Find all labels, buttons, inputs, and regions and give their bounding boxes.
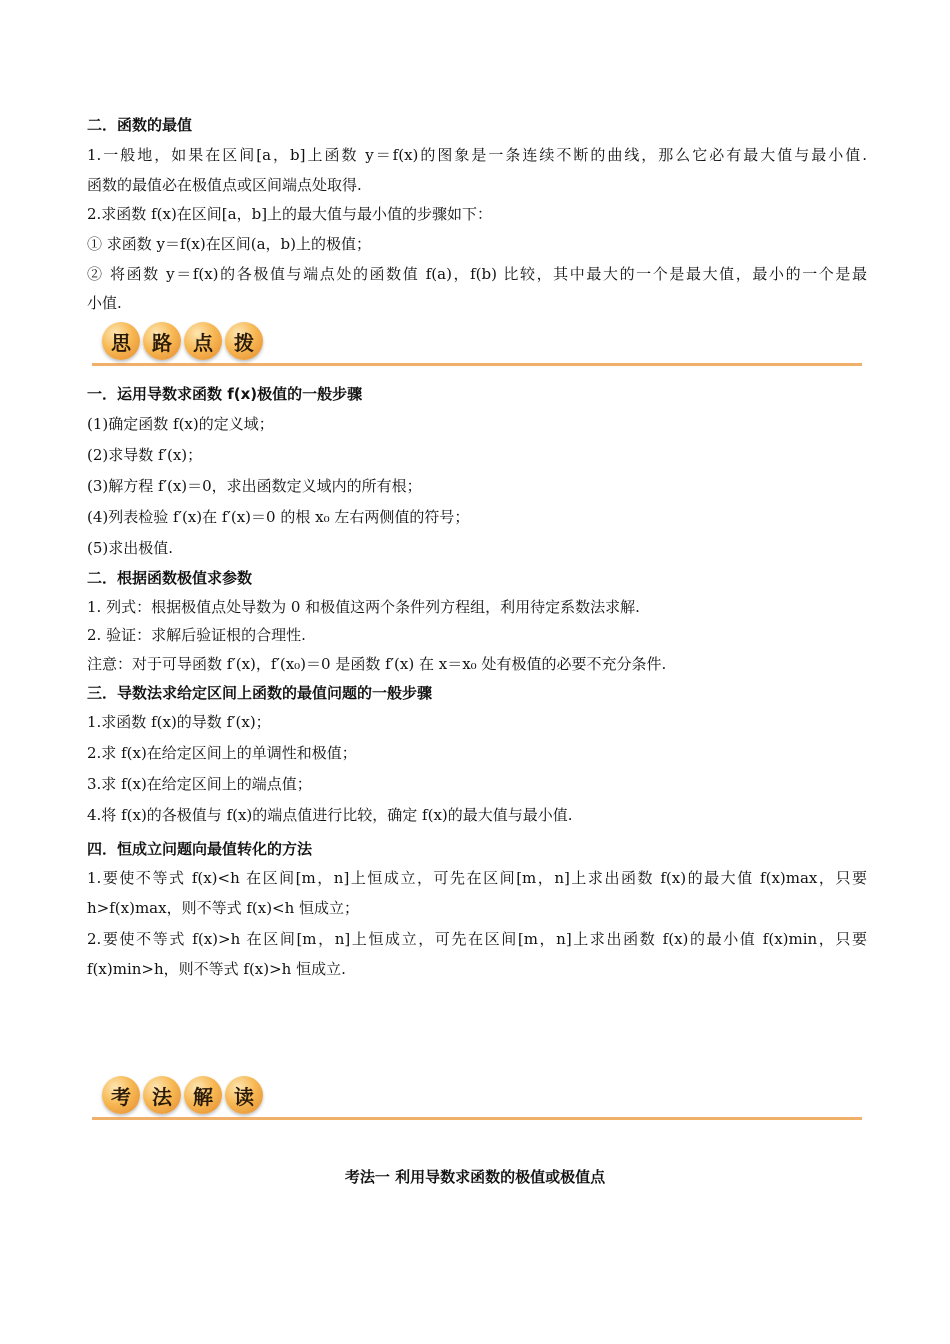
step-2a: ② 将函数 y＝f(x)的各极值与端点处的函数值 f(a)，f(b) 比较，其中最大的一个是最大值，最小的一个是最 <box>87 265 867 283</box>
tips-step-4: (4)列表检验 f′(x)在 f′(x)＝0 的根 x₀ 左右两侧值的符号； <box>87 508 470 526</box>
tips-heading-3: 三．导数法求给定区间上函数的最值问题的一般步骤 <box>87 684 433 702</box>
method-title: 考法一 利用导数求函数的极值或极值点 <box>344 1168 606 1186</box>
tips-b1: 1. 列式：根据极值点处导数为 0 和极值这两个条件列方程组，利用待定系数法求解. <box>87 598 640 616</box>
tips-c1: 1.求函数 f(x)的导数 f′(x)； <box>87 713 271 731</box>
tips-step-5: (5)求出极值. <box>87 539 174 557</box>
step-2b: 小值. <box>87 294 122 312</box>
banner-char: 考 <box>102 1076 140 1114</box>
tips-heading-4: 四．恒成立问题向最值转化的方法 <box>87 840 313 858</box>
tips-d2b: f(x)min>h，则不等式 f(x)>h 恒成立. <box>87 960 346 978</box>
paragraph-1a: 1.一般地，如果在区间[a，b]上函数 y＝f(x)的图象是一条连续不断的曲线，那么它必有最大值与最小值. <box>87 146 867 164</box>
banner-char: 拨 <box>225 322 263 360</box>
banner-kaofa-jiedu <box>92 1076 862 1124</box>
section-heading-extrema: 二．函数的最值 <box>87 116 193 134</box>
paragraph-1b: 函数的最值必在极值点或区间端点处取得. <box>87 176 362 194</box>
tips-c2: 2.求 f(x)在给定区间上的单调性和极值； <box>87 744 357 762</box>
banner-char: 路 <box>143 322 181 360</box>
banner-rule <box>92 1117 862 1120</box>
banner-char: 思 <box>102 322 140 360</box>
tips-d1a: 1.要使不等式 f(x)<h 在区间[m，n]上恒成立，可先在区间[m，n]上求出函数 f(x)的最大值 f(x)max，只要 <box>87 869 867 887</box>
tips-c4: 4.将 f(x)的各极值与 f(x)的端点值进行比较，确定 f(x)的最大值与最小值. <box>87 806 573 824</box>
tips-step-3: (3)解方程 f′(x)＝0，求出函数定义域内的所有根； <box>87 477 422 495</box>
tips-d2a: 2.要使不等式 f(x)>h 在区间[m，n]上恒成立，可先在区间[m，n]上求出函数 f(x)的最小值 f(x)min，只要 <box>87 930 867 948</box>
tips-heading-2: 二．根据函数极值求参数 <box>87 569 253 587</box>
tips-step-2: (2)求导数 f′(x)； <box>87 446 203 464</box>
banner-char: 点 <box>184 322 222 360</box>
tips-b2: 2. 验证：求解后验证根的合理性. <box>87 626 306 644</box>
paragraph-2: 2.求函数 f(x)在区间[a，b]上的最大值与最小值的步骤如下： <box>87 205 493 223</box>
tips-d1b: h>f(x)max，则不等式 f(x)<h 恒成立； <box>87 899 360 917</box>
banner-char: 法 <box>143 1076 181 1114</box>
banner-char: 读 <box>225 1076 263 1114</box>
banner-rule <box>92 363 862 366</box>
tips-step-1: (1)确定函数 f(x)的定义域； <box>87 415 274 433</box>
tips-b3: 注意：对于可导函数 f′(x)，f′(x₀)＝0 是函数 f′(x) 在 x＝x₀ 处有极值的必要不充分条件. <box>87 655 667 673</box>
banner-char: 解 <box>184 1076 222 1114</box>
banner-silu-dianbo <box>92 322 862 370</box>
tips-heading-1: 一．运用导数求函数 f(x)极值的一般步骤 <box>87 385 363 403</box>
step-1: ① 求函数 y＝f(x)在区间(a，b)上的极值； <box>87 235 371 253</box>
tips-c3: 3.求 f(x)在给定区间上的端点值； <box>87 775 312 793</box>
